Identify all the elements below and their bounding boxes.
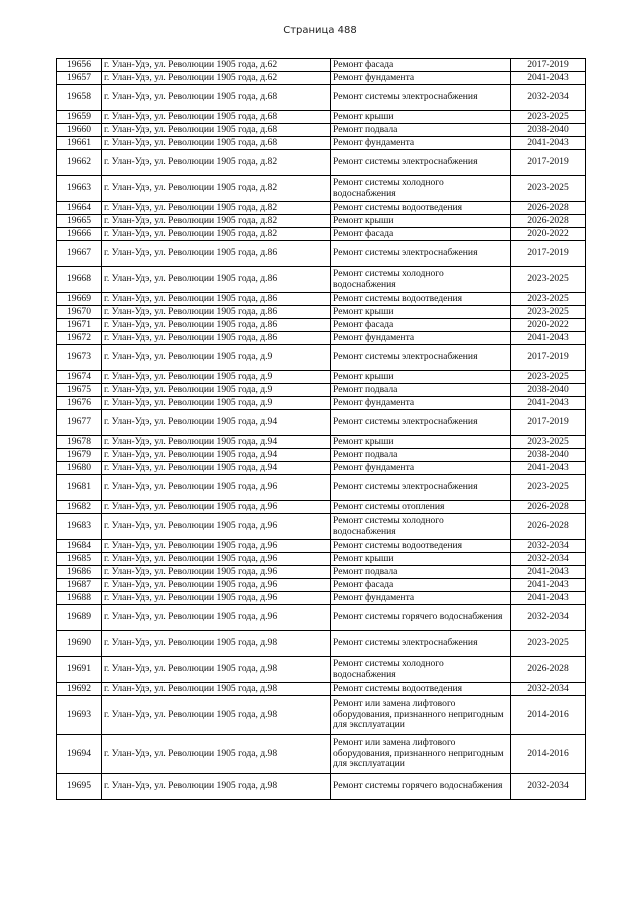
- table-row: [57, 306, 586, 319]
- row-address: г. Улан-Удэ, ул. Революции 1905 года, д.96: [102, 540, 331, 553]
- row-period: 2038-2040: [511, 124, 586, 137]
- table-row: [57, 553, 586, 566]
- row-work-type: Ремонт фундамента: [331, 72, 511, 85]
- row-address: г. Улан-Удэ, ул. Революции 1905 года, д.96: [102, 566, 331, 579]
- row-address: г. Улан-Удэ, ул. Революции 1905 года, д.94: [102, 462, 331, 475]
- row-number: 19661: [57, 137, 102, 150]
- row-period: 2017-2019: [511, 150, 586, 176]
- row-address: г. Улан-Удэ, ул. Революции 1905 года, д.86: [102, 332, 331, 345]
- table-row: [57, 215, 586, 228]
- row-work-type: Ремонт системы холодного водоснабжения: [331, 657, 511, 683]
- row-work-type: Ремонт системы водоотведения: [331, 540, 511, 553]
- row-work-type: Ремонт подвала: [331, 124, 511, 137]
- row-address: г. Улан-Удэ, ул. Революции 1905 года, д.96: [102, 514, 331, 540]
- table-row: [57, 566, 586, 579]
- row-address: г. Улан-Удэ, ул. Революции 1905 года, д.86: [102, 293, 331, 306]
- row-address: г. Улан-Удэ, ул. Революции 1905 года, д.82: [102, 202, 331, 215]
- row-work-type: Ремонт подвала: [331, 384, 511, 397]
- row-number: 19681: [57, 475, 102, 501]
- row-period: 2041-2043: [511, 579, 586, 592]
- table-row: [57, 384, 586, 397]
- row-address: г. Улан-Удэ, ул. Революции 1905 года, д.94: [102, 410, 331, 436]
- row-address: г. Улан-Удэ, ул. Революции 1905 года, д.82: [102, 215, 331, 228]
- row-number: 19674: [57, 371, 102, 384]
- row-work-type: Ремонт системы горячего водоснабжения: [331, 774, 511, 800]
- table-row: [57, 202, 586, 215]
- row-work-type: Ремонт системы горячего водоснабжения: [331, 605, 511, 631]
- table-row: [57, 436, 586, 449]
- row-number: 19663: [57, 176, 102, 202]
- row-address: г. Улан-Удэ, ул. Революции 1905 года, д.9: [102, 345, 331, 371]
- row-period: 2032-2034: [511, 774, 586, 800]
- row-work-type: Ремонт системы электроснабжения: [331, 475, 511, 501]
- row-number: 19688: [57, 592, 102, 605]
- row-work-type: Ремонт крыши: [331, 111, 511, 124]
- row-period: 2017-2019: [511, 345, 586, 371]
- row-number: 19664: [57, 202, 102, 215]
- row-period: 2032-2034: [511, 683, 586, 696]
- row-address: г. Улан-Удэ, ул. Революции 1905 года, д.86: [102, 267, 331, 293]
- row-number: 19667: [57, 241, 102, 267]
- row-period: 2041-2043: [511, 137, 586, 150]
- row-period: 2038-2040: [511, 449, 586, 462]
- row-work-type: Ремонт крыши: [331, 306, 511, 319]
- row-period: 2014-2016: [511, 696, 586, 735]
- row-period: 2023-2025: [511, 371, 586, 384]
- row-period: 2026-2028: [511, 514, 586, 540]
- table-row: [57, 501, 586, 514]
- row-work-type: Ремонт фундамента: [331, 332, 511, 345]
- row-address: г. Улан-Удэ, ул. Революции 1905 года, д.68: [102, 111, 331, 124]
- row-work-type: Ремонт фундамента: [331, 462, 511, 475]
- row-period: 2023-2025: [511, 293, 586, 306]
- row-work-type: Ремонт фундамента: [331, 397, 511, 410]
- row-period: 2026-2028: [511, 202, 586, 215]
- table-row: [57, 462, 586, 475]
- row-period: 2023-2025: [511, 436, 586, 449]
- row-number: 19690: [57, 631, 102, 657]
- row-number: 19692: [57, 683, 102, 696]
- row-work-type: Ремонт системы электроснабжения: [331, 345, 511, 371]
- row-period: 2023-2025: [511, 475, 586, 501]
- table-row: [57, 774, 586, 800]
- row-period: 2017-2019: [511, 59, 586, 72]
- table-row: [57, 514, 586, 540]
- row-address: г. Улан-Удэ, ул. Революции 1905 года, д.82: [102, 150, 331, 176]
- row-period: 2026-2028: [511, 215, 586, 228]
- row-work-type: Ремонт фасада: [331, 59, 511, 72]
- row-work-type: Ремонт системы холодного водоснабжения: [331, 267, 511, 293]
- row-number: 19685: [57, 553, 102, 566]
- row-number: 19658: [57, 85, 102, 111]
- row-period: 2023-2025: [511, 176, 586, 202]
- row-number: 19684: [57, 540, 102, 553]
- row-work-type: Ремонт крыши: [331, 553, 511, 566]
- row-address: г. Улан-Удэ, ул. Революции 1905 года, д.68: [102, 137, 331, 150]
- row-number: 19675: [57, 384, 102, 397]
- row-work-type: Ремонт или замена лифтового оборудования, признанного непригодным для эксплуатации: [331, 696, 511, 735]
- row-period: 2023-2025: [511, 306, 586, 319]
- table-row: [57, 241, 586, 267]
- row-address: г. Улан-Удэ, ул. Революции 1905 года, д.98: [102, 631, 331, 657]
- row-period: 2026-2028: [511, 657, 586, 683]
- row-address: г. Улан-Удэ, ул. Революции 1905 года, д.68: [102, 124, 331, 137]
- row-number: 19689: [57, 605, 102, 631]
- row-period: 2041-2043: [511, 592, 586, 605]
- row-period: 2023-2025: [511, 111, 586, 124]
- table-row: [57, 176, 586, 202]
- row-address: г. Улан-Удэ, ул. Революции 1905 года, д.96: [102, 475, 331, 501]
- table-row: [57, 631, 586, 657]
- row-address: г. Улан-Удэ, ул. Революции 1905 года, д.96: [102, 605, 331, 631]
- row-work-type: Ремонт системы электроснабжения: [331, 85, 511, 111]
- table-row: [57, 683, 586, 696]
- row-address: г. Улан-Удэ, ул. Революции 1905 года, д.82: [102, 228, 331, 241]
- table-row: [57, 397, 586, 410]
- row-period: 2041-2043: [511, 332, 586, 345]
- row-address: г. Улан-Удэ, ул. Революции 1905 года, д.98: [102, 657, 331, 683]
- row-work-type: Ремонт крыши: [331, 215, 511, 228]
- row-number: 19678: [57, 436, 102, 449]
- row-work-type: Ремонт системы водоотведения: [331, 202, 511, 215]
- table-row: [57, 228, 586, 241]
- row-address: г. Улан-Удэ, ул. Революции 1905 года, д.62: [102, 72, 331, 85]
- row-work-type: Ремонт системы отопления: [331, 501, 511, 514]
- repair-schedule-table: [56, 58, 586, 800]
- row-number: 19669: [57, 293, 102, 306]
- row-work-type: Ремонт системы электроснабжения: [331, 150, 511, 176]
- row-period: 2023-2025: [511, 267, 586, 293]
- table-row: [57, 410, 586, 436]
- table-row: [57, 59, 586, 72]
- row-address: г. Улан-Удэ, ул. Революции 1905 года, д.9: [102, 397, 331, 410]
- row-work-type: Ремонт фасада: [331, 579, 511, 592]
- row-work-type: Ремонт или замена лифтового оборудования, признанного непригодным для эксплуатации: [331, 735, 511, 774]
- row-work-type: Ремонт фасада: [331, 319, 511, 332]
- row-period: 2041-2043: [511, 397, 586, 410]
- row-work-type: Ремонт фундамента: [331, 137, 511, 150]
- row-number: 19665: [57, 215, 102, 228]
- row-work-type: Ремонт подвала: [331, 449, 511, 462]
- row-period: 2032-2034: [511, 540, 586, 553]
- row-period: 2032-2034: [511, 605, 586, 631]
- row-number: 19693: [57, 696, 102, 735]
- table-row: [57, 592, 586, 605]
- row-work-type: Ремонт системы водоотведения: [331, 683, 511, 696]
- row-period: 2041-2043: [511, 462, 586, 475]
- row-number: 19660: [57, 124, 102, 137]
- row-number: 19687: [57, 579, 102, 592]
- row-period: 2038-2040: [511, 384, 586, 397]
- table-row: [57, 579, 586, 592]
- row-work-type: Ремонт системы водоотведения: [331, 293, 511, 306]
- table-row: [57, 371, 586, 384]
- table-row: [57, 605, 586, 631]
- table-row: [57, 332, 586, 345]
- table-row: [57, 657, 586, 683]
- row-number: 19671: [57, 319, 102, 332]
- table-row: [57, 696, 586, 735]
- table-row: [57, 319, 586, 332]
- table-row: [57, 293, 586, 306]
- table-row: [57, 111, 586, 124]
- row-address: г. Улан-Удэ, ул. Революции 1905 года, д.9: [102, 384, 331, 397]
- row-address: г. Улан-Удэ, ул. Революции 1905 года, д.96: [102, 501, 331, 514]
- row-address: г. Улан-Удэ, ул. Революции 1905 года, д.98: [102, 696, 331, 735]
- table-row: [57, 267, 586, 293]
- table-row: [57, 124, 586, 137]
- row-address: г. Улан-Удэ, ул. Революции 1905 года, д.96: [102, 553, 331, 566]
- row-period: 2020-2022: [511, 228, 586, 241]
- row-address: г. Улан-Удэ, ул. Революции 1905 года, д.86: [102, 306, 331, 319]
- row-number: 19656: [57, 59, 102, 72]
- table-row: [57, 150, 586, 176]
- row-period: 2014-2016: [511, 735, 586, 774]
- row-number: 19682: [57, 501, 102, 514]
- row-number: 19659: [57, 111, 102, 124]
- row-address: г. Улан-Удэ, ул. Революции 1905 года, д.68: [102, 85, 331, 111]
- row-address: г. Улан-Удэ, ул. Революции 1905 года, д.98: [102, 683, 331, 696]
- row-work-type: Ремонт системы электроснабжения: [331, 410, 511, 436]
- row-period: 2032-2034: [511, 85, 586, 111]
- row-number: 19670: [57, 306, 102, 319]
- row-period: 2023-2025: [511, 631, 586, 657]
- row-address: г. Улан-Удэ, ул. Революции 1905 года, д.96: [102, 592, 331, 605]
- row-address: г. Улан-Удэ, ул. Революции 1905 года, д.62: [102, 59, 331, 72]
- row-number: 19686: [57, 566, 102, 579]
- row-work-type: Ремонт фасада: [331, 228, 511, 241]
- row-address: г. Улан-Удэ, ул. Революции 1905 года, д.9: [102, 371, 331, 384]
- table-row: [57, 449, 586, 462]
- row-number: 19677: [57, 410, 102, 436]
- row-work-type: Ремонт системы электроснабжения: [331, 631, 511, 657]
- row-number: 19668: [57, 267, 102, 293]
- row-number: 19657: [57, 72, 102, 85]
- table-row: [57, 85, 586, 111]
- row-number: 19680: [57, 462, 102, 475]
- row-period: 2020-2022: [511, 319, 586, 332]
- page-title: Страница 488: [283, 25, 357, 36]
- row-period: 2041-2043: [511, 566, 586, 579]
- row-number: 19672: [57, 332, 102, 345]
- row-work-type: Ремонт крыши: [331, 371, 511, 384]
- row-number: 19666: [57, 228, 102, 241]
- row-number: 19673: [57, 345, 102, 371]
- row-period: 2017-2019: [511, 241, 586, 267]
- row-number: 19683: [57, 514, 102, 540]
- row-address: г. Улан-Удэ, ул. Революции 1905 года, д.98: [102, 735, 331, 774]
- table-row: [57, 475, 586, 501]
- table-row: [57, 137, 586, 150]
- row-work-type: Ремонт крыши: [331, 436, 511, 449]
- row-work-type: Ремонт системы электроснабжения: [331, 241, 511, 267]
- row-number: 19679: [57, 449, 102, 462]
- table-body: [57, 59, 586, 800]
- row-period: 2026-2028: [511, 501, 586, 514]
- row-address: г. Улан-Удэ, ул. Революции 1905 года, д.96: [102, 579, 331, 592]
- table-row: [57, 345, 586, 371]
- table-row: [57, 72, 586, 85]
- row-work-type: Ремонт фундамента: [331, 592, 511, 605]
- row-address: г. Улан-Удэ, ул. Революции 1905 года, д.98: [102, 774, 331, 800]
- row-period: 2017-2019: [511, 410, 586, 436]
- row-number: 19676: [57, 397, 102, 410]
- row-address: г. Улан-Удэ, ул. Революции 1905 года, д.86: [102, 241, 331, 267]
- row-address: г. Улан-Удэ, ул. Революции 1905 года, д.94: [102, 449, 331, 462]
- row-number: 19694: [57, 735, 102, 774]
- table-row: [57, 735, 586, 774]
- row-address: г. Улан-Удэ, ул. Революции 1905 года, д.86: [102, 319, 331, 332]
- row-period: 2032-2034: [511, 553, 586, 566]
- row-work-type: Ремонт системы холодного водоснабжения: [331, 514, 511, 540]
- row-address: г. Улан-Удэ, ул. Революции 1905 года, д.82: [102, 176, 331, 202]
- row-address: г. Улан-Удэ, ул. Революции 1905 года, д.94: [102, 436, 331, 449]
- row-number: 19662: [57, 150, 102, 176]
- row-period: 2041-2043: [511, 72, 586, 85]
- row-work-type: Ремонт подвала: [331, 566, 511, 579]
- row-number: 19695: [57, 774, 102, 800]
- table-row: [57, 540, 586, 553]
- row-work-type: Ремонт системы холодного водоснабжения: [331, 176, 511, 202]
- row-number: 19691: [57, 657, 102, 683]
